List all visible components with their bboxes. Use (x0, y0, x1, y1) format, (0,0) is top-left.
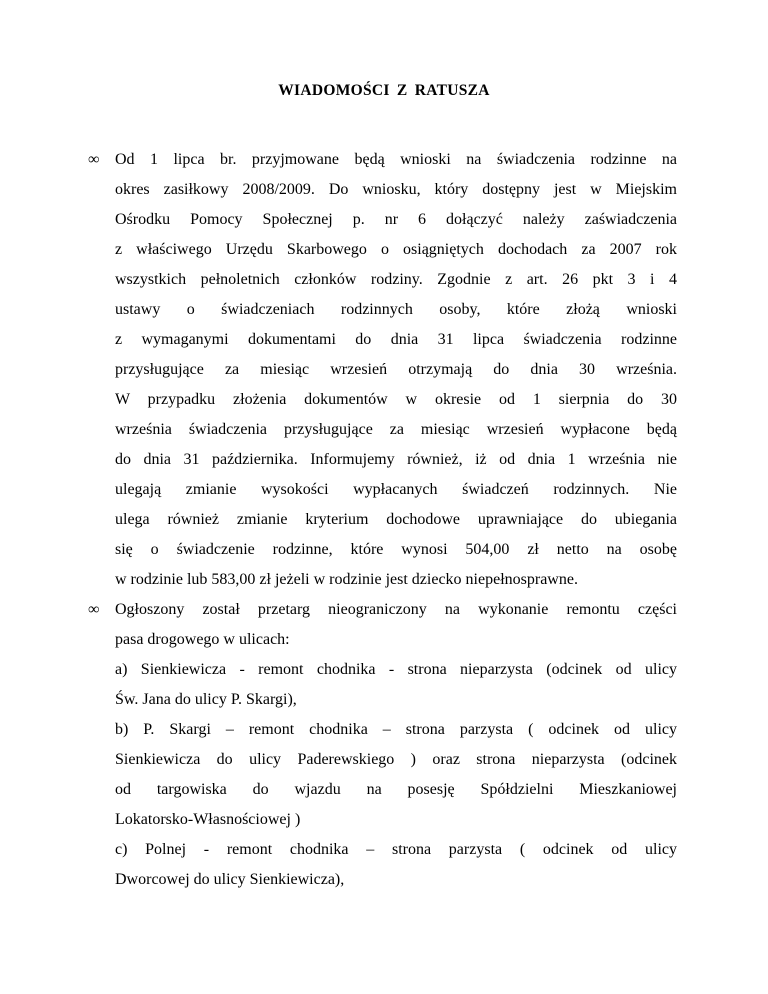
text-line: ulegają zmianie wysokości wypłacanych świadczeń rodzinnych. Nie (115, 481, 677, 498)
text-line: z wymaganymi dokumentami do dnia 31 lipca świadczenia rodzinne (115, 331, 677, 348)
text-line: przysługujące za miesiąc wrzesień otrzymają do dnia 30 września. (115, 361, 677, 378)
text-line: wszystkich pełnoletnich członków rodziny. Zgodnie z art. 26 pkt 3 i 4 (115, 271, 677, 288)
text-line: od targowiska do wjazdu na posesję Spółdzielni Mieszkaniowej (115, 781, 677, 798)
text-line: Ogłoszony został przetarg nieograniczony na wykonanie remontu części (115, 601, 677, 618)
text-line: Św. Jana do ulicy P. Skargi), (115, 691, 297, 708)
text-line: Ośrodku Pomocy Społecznej p. nr 6 dołączyć należy zaświadczenia (115, 211, 677, 228)
text-line: Dworcowej do ulicy Sienkiewicza), (115, 871, 345, 888)
paragraph-road-tender (88, 595, 677, 895)
text-line: z właściwego Urzędu Skarbowego o osiągniętych dochodach za 2007 rok (115, 241, 677, 258)
text-line: ulega również zmianie kryterium dochodowe uprawniające do ubiegania (115, 511, 677, 528)
text-line: do dnia 31 października. Informujemy również, iż od dnia 1 września nie (115, 451, 677, 468)
text-line: pasa drogowego w ulicach: (115, 631, 290, 648)
text-line: c) Polnej - remont chodnika – strona parzysta ( odcinek od ulicy (115, 841, 677, 858)
text-line: Sienkiewicza do ulicy Paderewskiego ) oraz strona nieparzysta (odcinek (115, 751, 677, 768)
bullet-symbol: ∞ (88, 151, 100, 168)
text-line: w rodzinie lub 583,00 zł jeżeli w rodzinie jest dziecko niepełnosprawne. (115, 571, 578, 588)
text-line: Lokatorsko-Własnościowej ) (115, 811, 301, 828)
page-title: WIADOMOŚCI Z RATUSZA (278, 82, 490, 99)
text-line: a) Sienkiewicza - remont chodnika - strona nieparzysta (odcinek od ulicy (115, 661, 677, 678)
text-line: ustawy o świadczeniach rodzinnych osoby, które złożą wnioski (115, 301, 677, 318)
text-line: września świadczenia przysługujące za miesiąc wrzesień wypłacone będą (115, 421, 677, 438)
paragraph-family-benefits (88, 145, 677, 595)
text-line: W przypadku złożenia dokumentów w okresie od 1 sierpnia do 30 (115, 391, 677, 408)
text-line: Od 1 lipca br. przyjmowane będą wnioski na świadczenia rodzinne na (115, 151, 677, 168)
bullet-symbol: ∞ (88, 601, 100, 618)
text-line: b) P. Skargi – remont chodnika – strona parzysta ( odcinek od ulicy (115, 721, 677, 738)
text-line: okres zasiłkowy 2008/2009. Do wniosku, który dostępny jest w Miejskim (115, 181, 677, 198)
text-line: się o świadczenie rodzinne, które wynosi 504,00 zł netto na osobę (115, 541, 677, 558)
